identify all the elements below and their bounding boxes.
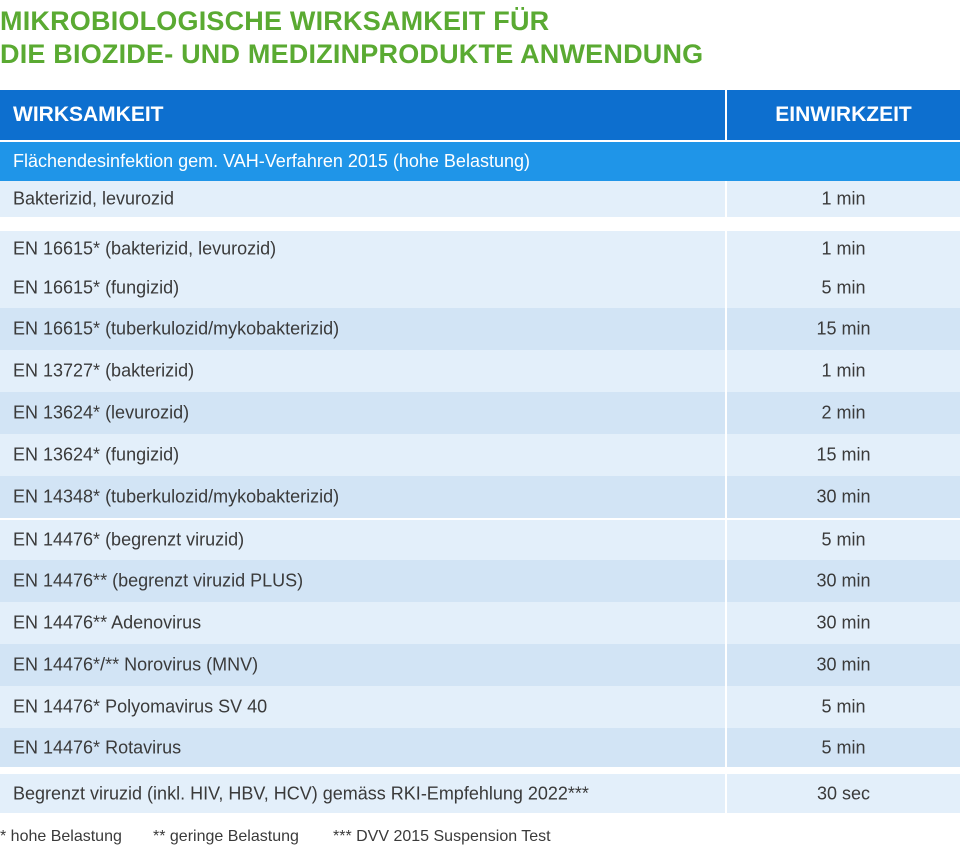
section-label: Flächendesinfektion gem. VAH-Verfahren 2015 (hohe Belastung)	[13, 151, 530, 171]
row-time: 30 min	[816, 486, 871, 507]
table-row	[0, 686, 960, 728]
row-time: 1 min	[821, 360, 866, 381]
row-label-cell	[0, 231, 725, 267]
row-label: EN 14476* Polyomavirus SV 40	[13, 696, 268, 717]
table-row	[0, 267, 960, 308]
row-label: EN 14476* (begrenzt viruzid)	[13, 529, 245, 550]
row-time: 30 min	[816, 654, 871, 675]
row-label-cell	[0, 728, 725, 767]
row-label-cell	[0, 350, 725, 392]
footnote-hohe-belastung: * hohe Belastung	[0, 828, 122, 845]
row-time: 15 min	[816, 318, 871, 339]
table-row	[0, 392, 960, 434]
row-label-cell	[0, 267, 725, 308]
row-label-cell	[0, 520, 725, 560]
row-time: 2 min	[821, 402, 866, 423]
row-time: 5 min	[821, 737, 866, 757]
row-label-cell	[0, 434, 725, 476]
row-label: EN 14476* Rotavirus	[13, 737, 182, 757]
row-time-cell	[727, 774, 960, 813]
row-time-cell	[727, 181, 960, 217]
row-time-cell	[727, 231, 960, 267]
row-label: Begrenzt viruzid (inkl. HIV, HBV, HCV) gemäss RKI-Empfehlung 2022***	[13, 783, 589, 803]
row-time: 5 min	[821, 696, 866, 717]
row-label: EN 14476** Adenovirus	[13, 612, 202, 633]
row-label: EN 14348* (tuberkulozid/mykobakterizid)	[13, 486, 340, 507]
row-label-cell	[0, 686, 725, 728]
row-label-cell	[0, 181, 725, 217]
table-row	[0, 728, 960, 767]
row-time-cell	[727, 602, 960, 644]
row-time: 15 min	[816, 444, 871, 465]
row-time-cell	[727, 728, 960, 767]
title-line-1: MIKROBIOLOGISCHE WIRKSAMKEIT FÜR	[0, 6, 550, 36]
footnote-geringe-belastung: ** geringe Belastung	[153, 828, 299, 845]
row-label-cell	[0, 644, 725, 686]
table-header	[0, 90, 960, 140]
row-time-cell	[727, 392, 960, 434]
row-time: 30 min	[816, 612, 871, 633]
table-row	[0, 560, 960, 602]
header-label-wirksamkeit: WIRKSAMKEIT	[13, 103, 164, 126]
row-time: 5 min	[821, 277, 866, 297]
footnote-dvv-test: *** DVV 2015 Suspension Test	[333, 828, 551, 845]
table-row	[0, 520, 960, 560]
row-time-cell	[727, 476, 960, 518]
table-row	[0, 434, 960, 476]
table-row	[0, 181, 960, 217]
row-label-cell	[0, 560, 725, 602]
row-time-cell	[727, 686, 960, 728]
table-row	[0, 350, 960, 392]
header-label-einwirkzeit: EINWIRKZEIT	[775, 103, 912, 126]
row-label-cell	[0, 602, 725, 644]
row-label-cell	[0, 308, 725, 350]
header-cell-wirksamkeit	[0, 90, 725, 140]
row-label: EN 13727* (bakterizid)	[13, 360, 195, 381]
row-label: Bakterizid, levurozid	[13, 188, 175, 209]
row-time-cell	[727, 434, 960, 476]
section-row	[0, 142, 960, 181]
row-label: EN 16615* (tuberkulozid/mykobakterizid)	[13, 318, 340, 339]
row-label-cell	[0, 476, 725, 518]
row-label: EN 14476** (begrenzt viruzid PLUS)	[13, 570, 304, 591]
row-label: EN 13624* (levurozid)	[13, 402, 190, 423]
row-time: 5 min	[821, 529, 866, 550]
row-time: 30 min	[816, 570, 871, 591]
row-time-cell	[727, 560, 960, 602]
row-label-cell	[0, 774, 725, 813]
row-time-cell	[727, 308, 960, 350]
table-row	[0, 476, 960, 518]
table-row	[0, 774, 960, 813]
title-line-2: DIE BIOZIDE- UND MEDIZINPRODUKTE ANWENDUNG	[0, 39, 704, 69]
row-time-cell	[727, 644, 960, 686]
row-label-cell	[0, 392, 725, 434]
table-row	[0, 308, 960, 350]
row-time: 1 min	[821, 188, 866, 209]
row-time: 1 min	[821, 238, 866, 259]
row-label: EN 16615* (bakterizid, levurozid)	[13, 238, 277, 259]
row-time-cell	[727, 267, 960, 308]
row-time: 30 sec	[816, 783, 871, 803]
table-row	[0, 644, 960, 686]
row-label: EN 13624* (fungizid)	[13, 444, 180, 465]
row-label: EN 14476*/** Norovirus (MNV)	[13, 654, 259, 675]
row-time-cell	[727, 520, 960, 560]
table-row	[0, 231, 960, 267]
row-label: EN 16615* (fungizid)	[13, 277, 180, 297]
header-cell-einwirkzeit	[727, 90, 960, 140]
table-row	[0, 602, 960, 644]
row-time-cell	[727, 350, 960, 392]
